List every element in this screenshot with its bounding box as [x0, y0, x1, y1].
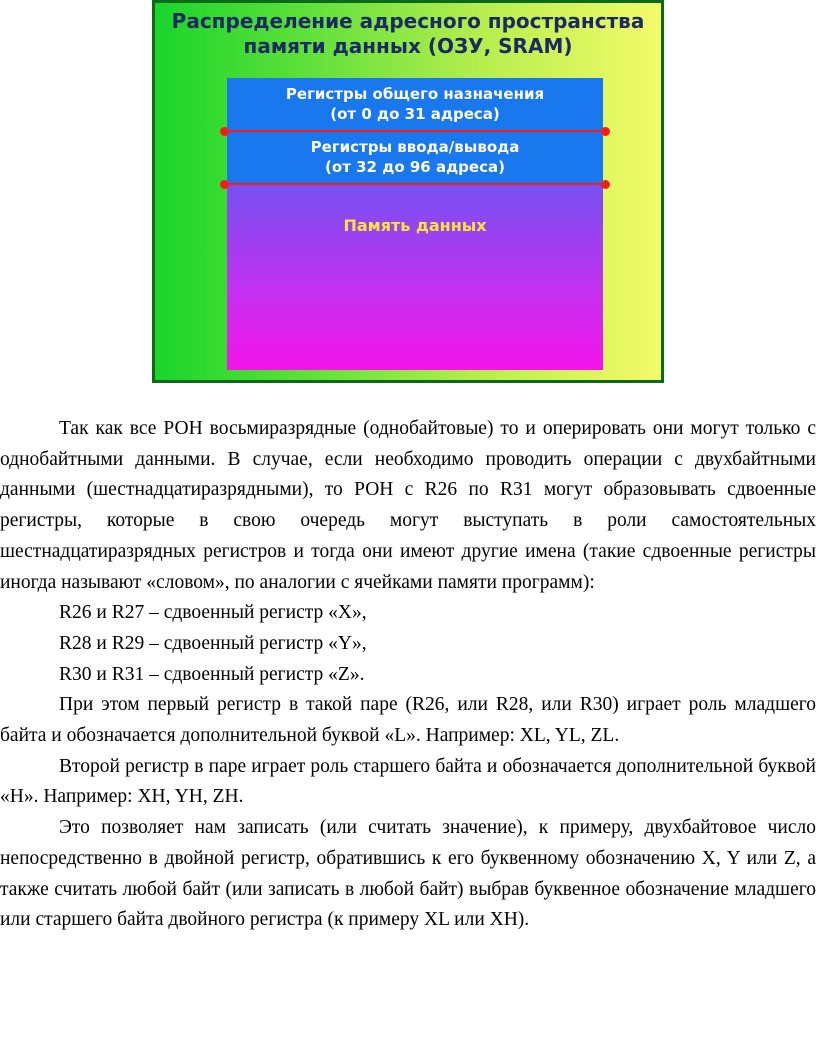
document-body: [0, 414, 816, 936]
io-registers-label-line2: (от 32 до 96 адреса): [325, 158, 505, 176]
boundary-dot-left: [220, 180, 229, 189]
diagram-title-line2: памяти данных (ОЗУ, SRAM): [243, 34, 573, 58]
gp-registers-label: [227, 84, 603, 124]
register-pair-x: R26 и R27 – сдвоенный регистр «X»,: [59, 602, 367, 624]
gp-registers-label-line2: (от 0 до 31 адреса): [330, 105, 500, 123]
boundary-dot-left: [220, 127, 229, 136]
boundary-line-gp-io: [224, 130, 606, 132]
paragraph-usage: Это позволяет нам записать (или считать значение), к примеру, двухбайтовое число непосредственно в двойной регистр, обратившись к его буквенному обозначению X, Y или Z, а также считать любой байт (или записать в любой байт) выбрав буквенное обозначение младшего или старшего байта двойного регистра (к примеру XL или XH).: [0, 817, 816, 931]
register-pair-y: R28 и R29 – сдвоенный регистр «Y»,: [59, 632, 367, 654]
paragraph-low-byte: При этом первый регистр в такой паре (R26, или R28, или R30) играет роль младшего байта и обозначается дополнительной буквой «L». Например: XL, YL, ZL.: [0, 694, 816, 747]
io-registers-label: [227, 137, 603, 177]
register-pair-z: R30 и R31 – сдвоенный регистр «Z».: [59, 663, 365, 685]
data-memory-label: Память данных: [343, 216, 487, 235]
memory-map-diagram: [152, 0, 664, 383]
diagram-title: [155, 9, 661, 59]
gp-registers-label-line1: Регистры общего назначения: [285, 85, 545, 103]
boundary-dot-right: [601, 180, 610, 189]
sram-block: [227, 78, 603, 370]
diagram-title-line1: Распределение адресного пространства: [171, 9, 645, 33]
io-registers-label-line1: Регистры ввода/вывода: [310, 138, 520, 156]
gp-registers-region: [227, 78, 603, 131]
boundary-dot-right: [601, 127, 610, 136]
boundary-line-io-data: [224, 183, 606, 185]
paragraph-intro: Так как все РОН восьмиразрядные (однобайтовые) то и оперировать они могут только с однобайтными данными. В случае, если необходимо проводить операции с двухбайтными данными (шестнадцатиразрядными), то РОН с R26 по R31 могут образовывать сдвоенные регистры, которые в свою очередь могут выступать в роли самостоятельных шестнадцатиразрядных регистров и тогда они имеют другие имена (такие сдвоенные регистры иногда называют «словом», по аналогии с ячейками памяти программ):: [0, 418, 816, 593]
io-registers-region: [227, 131, 603, 183]
paragraph-high-byte: Второй регистр в паре играет роль старшего байта и обозначается дополнительной буквой «H». Например: XH, YH, ZH.: [0, 755, 816, 808]
